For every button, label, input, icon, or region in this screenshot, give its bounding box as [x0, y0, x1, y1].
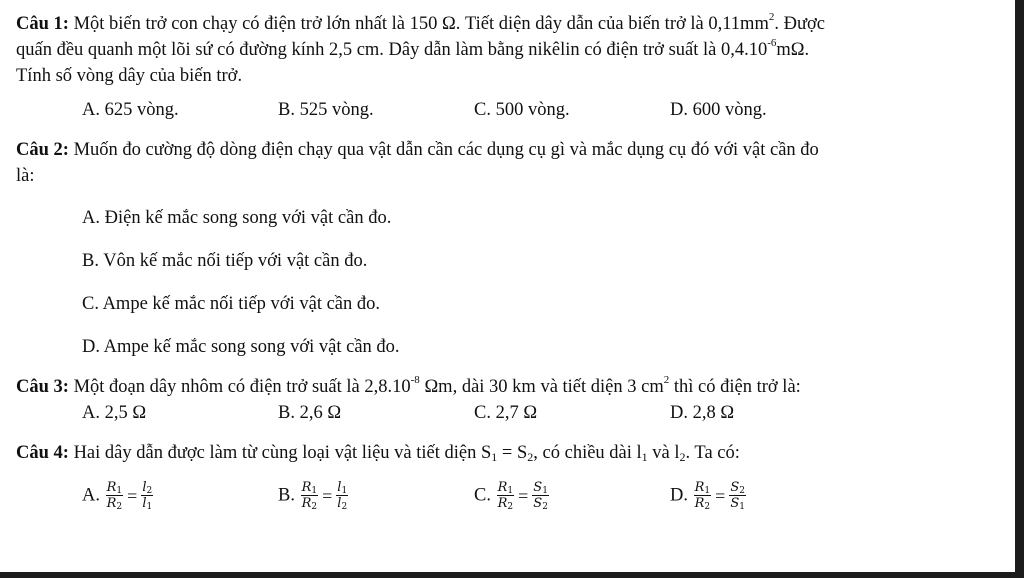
subscript: 2 — [704, 502, 711, 512]
question-4-text: Hai dây dẫn được làm từ cùng loại vật liệu và tiết diện S — [68, 443, 492, 463]
denominator: R — [694, 496, 705, 511]
denominator: R — [301, 496, 312, 511]
question-4-label: Câu 4: — [16, 443, 69, 463]
superscript: 2 — [768, 11, 775, 23]
subscript: 1 — [341, 486, 348, 496]
option-b[interactable] — [278, 480, 474, 511]
right-border — [1015, 0, 1024, 578]
fraction-rhs — [336, 480, 348, 511]
question-1-text: Một biến trở con chạy có điện trở lớn nhất là 150 Ω. Tiết diện dây dẫn của biến trở là 0,11mm — [68, 14, 769, 34]
subscript: 1 — [704, 486, 711, 496]
subscript: 2 — [739, 486, 745, 496]
question-1 — [16, 11, 1006, 123]
subscript: 1 — [641, 450, 648, 464]
question-3-options — [16, 400, 1006, 426]
question-4-text: , có chiều dài l — [533, 443, 642, 463]
option-label: D. — [670, 485, 688, 506]
superscript: -8 — [410, 374, 420, 386]
superscript: 2 — [663, 374, 670, 386]
equals-sign: = — [518, 485, 529, 506]
equals-sign: = — [322, 485, 333, 506]
numerator: l — [337, 480, 342, 495]
denominator: S — [730, 496, 740, 511]
option-d[interactable]: D. 600 vòng. — [670, 100, 767, 120]
question-2-text: Muốn đo cường độ dòng điện chạy qua vật dẫn cần các dụng cụ gì và mắc dụng cụ đó với vật cần đo — [68, 140, 819, 160]
fraction-lhs — [301, 480, 319, 511]
option-a[interactable]: A. 625 vòng. — [82, 100, 179, 120]
subscript: 1 — [311, 486, 318, 496]
option-label: C. — [474, 485, 491, 506]
option-label: B. — [278, 485, 295, 506]
subscript: 2 — [679, 450, 686, 464]
option-d[interactable] — [670, 480, 866, 511]
equals-sign: = — [715, 485, 726, 506]
question-3-line-1 — [16, 374, 1006, 400]
subscript: 2 — [542, 502, 548, 512]
question-4 — [16, 440, 1006, 511]
option-c[interactable]: C. 500 vòng. — [474, 100, 570, 120]
equals-sign: = — [127, 485, 138, 506]
question-3-text: Ωm, dài 30 km và tiết diện 3 cm — [419, 377, 664, 397]
numerator: R — [106, 480, 117, 495]
denominator: S — [533, 496, 543, 511]
fraction-lhs — [106, 480, 124, 511]
option-b[interactable]: B. Vôn kế mắc nối tiếp với vật cần đo. — [82, 251, 368, 271]
question-1-line-2 — [16, 37, 1006, 63]
question-3-text: thì có điện trở là: — [669, 377, 801, 397]
option-b[interactable]: B. 525 vòng. — [278, 100, 374, 120]
option-a[interactable] — [82, 480, 278, 511]
question-1-label: Câu 1: — [16, 14, 69, 34]
question-3-label: Câu 3: — [16, 377, 69, 397]
fraction-rhs — [729, 480, 746, 511]
bottom-border — [0, 572, 1024, 578]
fraction-rhs — [141, 480, 153, 511]
option-label: A. — [82, 485, 100, 506]
numerator: R — [497, 480, 508, 495]
subscript: 1 — [542, 486, 548, 496]
numerator: l — [142, 480, 147, 495]
fraction-lhs — [694, 480, 712, 511]
denominator: l — [142, 496, 147, 511]
subscript: 1 — [146, 502, 153, 512]
subscript: 2 — [311, 502, 318, 512]
subscript: 1 — [507, 486, 514, 496]
question-4-text: và l — [647, 443, 680, 463]
worksheet — [16, 11, 1006, 511]
subscript: 2 — [527, 450, 534, 464]
superscript: -6 — [767, 37, 777, 49]
question-1-line-3: Tính số vòng dây của biến trở. — [16, 66, 243, 86]
subscript: 1 — [739, 502, 745, 512]
option-a[interactable]: A. 2,5 Ω — [82, 403, 147, 423]
question-2-line-1 — [16, 137, 1006, 163]
subscript: 2 — [507, 502, 514, 512]
option-c[interactable] — [474, 480, 670, 511]
question-4-text: = S — [497, 443, 528, 463]
option-b[interactable]: B. 2,6 Ω — [278, 403, 342, 423]
numerator: R — [301, 480, 312, 495]
denominator: l — [337, 496, 342, 511]
question-1-line-1 — [16, 11, 1006, 37]
question-4-text: . Ta có: — [685, 443, 740, 463]
question-1-text: quấn đều quanh một lõi sứ có đường kính 2,5 cm. Dây dẫn làm bằng nikêlin có điện trở suất là 0,4.10 — [16, 40, 768, 60]
fraction-lhs — [497, 480, 515, 511]
subscript: 2 — [116, 502, 123, 512]
question-1-text: . Được — [774, 14, 825, 34]
fraction-rhs — [532, 480, 549, 511]
denominator: R — [497, 496, 508, 511]
option-a[interactable]: A. Điện kế mắc song song với vật cần đo. — [82, 208, 392, 228]
subscript: 1 — [491, 450, 498, 464]
option-c[interactable]: C. Ampe kế mắc nối tiếp với vật cần đo. — [82, 294, 381, 314]
question-2-label: Câu 2: — [16, 140, 69, 160]
subscript: 2 — [146, 486, 153, 496]
numerator: S — [730, 480, 740, 495]
subscript: 2 — [341, 502, 348, 512]
question-1-text: mΩ. — [776, 40, 810, 60]
question-4-options — [16, 480, 1006, 511]
option-c[interactable]: C. 2,7 Ω — [474, 403, 538, 423]
question-3-text: Một đoạn dây nhôm có điện trở suất là 2,8.10 — [68, 377, 411, 397]
option-d[interactable]: D. Ampe kế mắc song song với vật cần đo. — [82, 337, 400, 357]
numerator: R — [694, 480, 705, 495]
question-3 — [16, 374, 1006, 426]
numerator: S — [533, 480, 543, 495]
question-2-line-2: là: — [16, 166, 35, 186]
question-1-options — [16, 97, 1006, 123]
question-2 — [16, 137, 1006, 360]
question-4-line-1 — [16, 440, 1006, 466]
option-d[interactable]: D. 2,8 Ω — [670, 403, 735, 423]
subscript: 1 — [116, 486, 123, 496]
denominator: R — [106, 496, 117, 511]
